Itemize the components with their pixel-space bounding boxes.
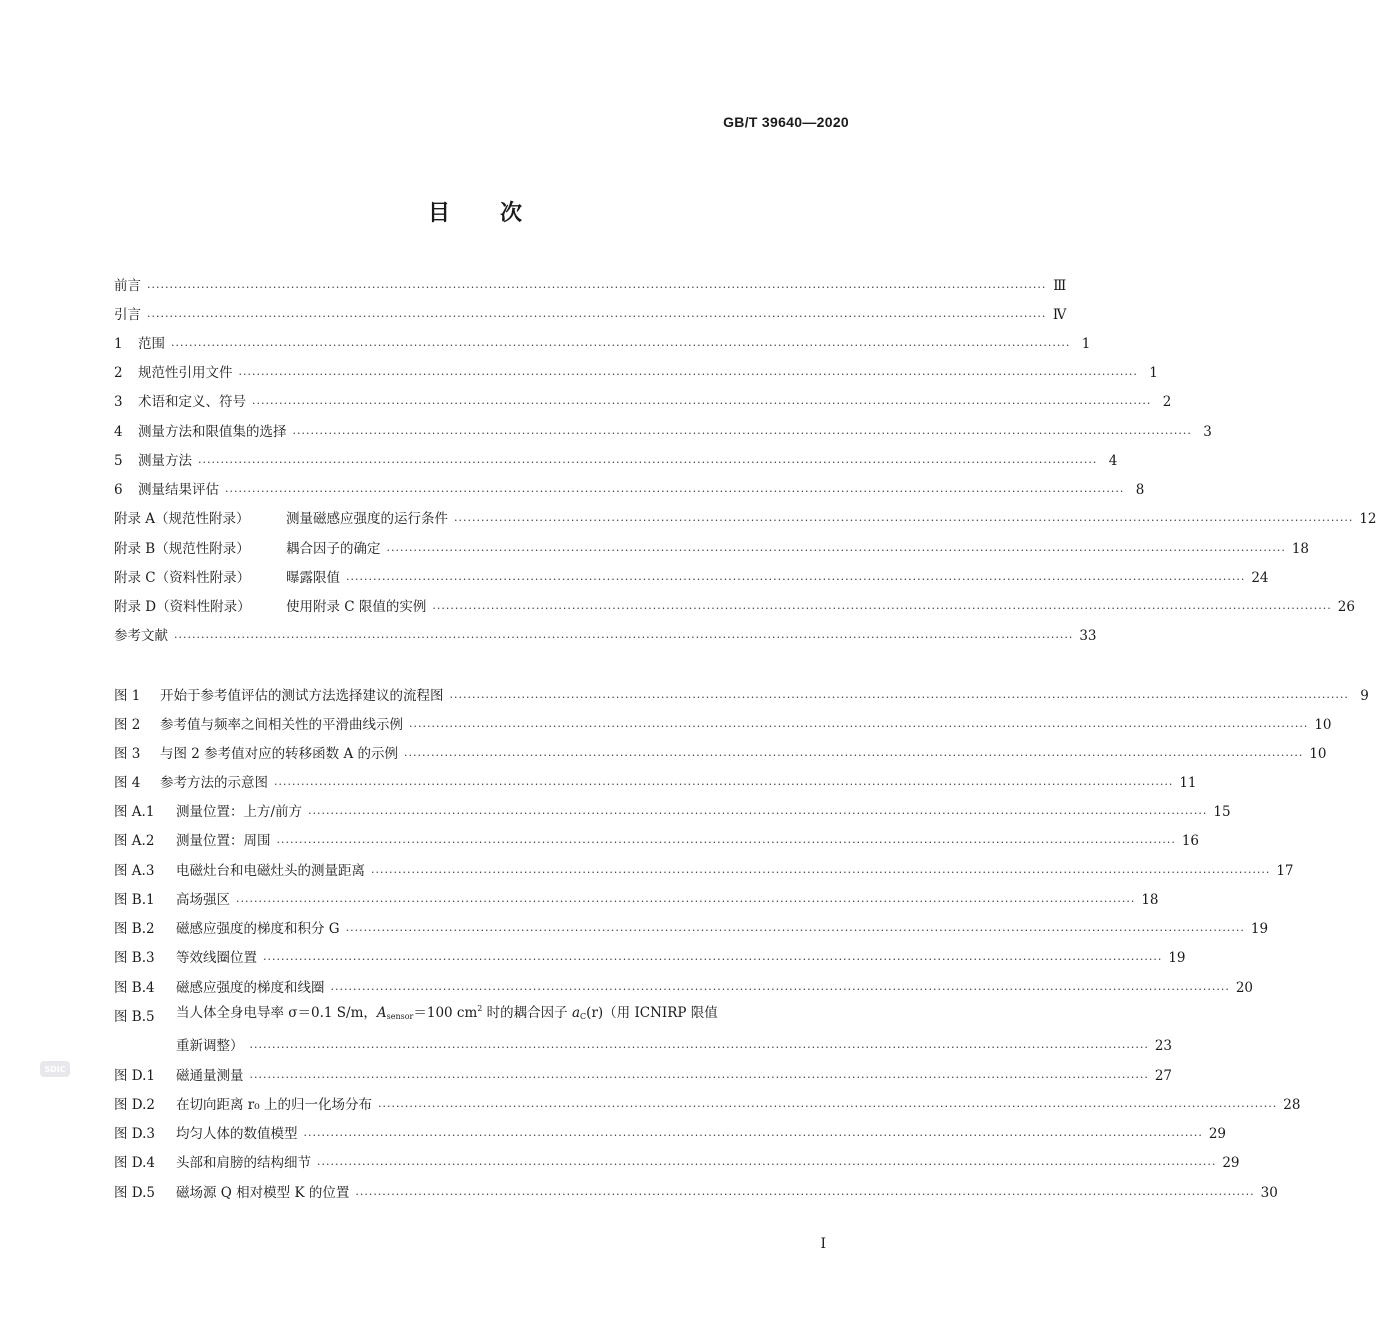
toc-entry-page: 30 — [1260, 1185, 1278, 1201]
toc-entry-page: 28 — [1283, 1097, 1301, 1113]
toc-entry-page: 1 — [1149, 365, 1158, 381]
toc-entry-page: Ⅲ — [1053, 278, 1067, 294]
toc-entry-page: 29 — [1222, 1155, 1240, 1171]
toc-entry[interactable] — [114, 1151, 1240, 1173]
toc-entry-title: 与图 2 参考值对应的转移函数 A 的示例 — [160, 746, 399, 762]
toc-entry-page: 17 — [1276, 863, 1294, 879]
toc-entry[interactable] — [114, 771, 1197, 793]
toc-entry-title: 前言 — [114, 278, 141, 294]
toc-leader-dots: ········································································································································································································ — [404, 749, 1304, 762]
toc-leader-dots: ········································································································································································································ — [171, 339, 1071, 352]
toc-entry-page: 10 — [1314, 717, 1332, 733]
toc-entry-title: 参考文献 — [114, 628, 168, 644]
toc-entry-title: 曝露限值 — [286, 570, 340, 586]
toc-entry-title: 测量结果评估 — [138, 482, 219, 498]
page-title — [0, 196, 950, 227]
toc-entry-title: 术语和定义、符号 — [138, 394, 246, 410]
toc-entry-title — [176, 999, 718, 1027]
b5-text-d: (r)（用 ICNIRP 限值 — [586, 1005, 718, 1021]
toc-entry[interactable] — [114, 624, 1097, 646]
toc-entry-title: 使用附录 C 限值的实例 — [286, 599, 427, 615]
toc-entry-page: 20 — [1235, 980, 1254, 996]
toc-leader-dots: ········································································································································································································ — [198, 456, 1098, 469]
toc-entry-title: 测量方法和限值集的选择 — [138, 424, 287, 440]
toc-entry-number: 图 4 — [114, 775, 141, 791]
toc-entry-number: 图 B.2 — [114, 921, 155, 937]
toc-entry-figure-b5[interactable] — [114, 1005, 849, 1027]
toc-leader-dots: ········································································································································································································ — [345, 924, 1245, 937]
toc-leader-dots: ········································································································································································································ — [236, 895, 1136, 908]
toc-entry-number: 1 — [114, 336, 123, 352]
toc-entry[interactable] — [114, 361, 1158, 383]
toc-leader-dots: ········································································································································································································ — [346, 573, 1246, 586]
toc-leader-dots: ········································································································································································································ — [238, 368, 1138, 381]
toc-entry-title: 高场强区 — [176, 892, 230, 908]
toc-entry-number: 图 2 — [114, 717, 141, 733]
toc-entry-number: 4 — [114, 424, 123, 440]
toc-entry[interactable] — [114, 595, 1355, 617]
toc-entry-title: 磁场源 Q 相对模型 K 的位置 — [176, 1185, 350, 1201]
toc-entry-number: 图 B.1 — [114, 892, 155, 908]
toc-entry-number: 附录 A（规范性附录） — [114, 511, 250, 527]
toc-entry[interactable] — [114, 829, 1200, 851]
b5-text-c: 时的耦合因子 — [482, 1005, 572, 1021]
toc-leader-dots: ········································································································································································································ — [174, 631, 1074, 644]
sdic-watermark: SDIC — [40, 1061, 70, 1077]
toc-entry-number: 6 — [114, 482, 123, 498]
toc-entry-number: 图 A.1 — [114, 804, 155, 820]
toc-entry-page: 2 — [1162, 394, 1172, 410]
toc-entry[interactable] — [114, 684, 1369, 706]
toc-entry-title: 在切向距离 r₀ 上的归一化场分布 — [176, 1097, 372, 1113]
toc-leader-dots: ········································································································································································································ — [330, 983, 1230, 996]
toc-entry[interactable] — [114, 449, 1118, 471]
toc-entry-page: 19 — [1250, 921, 1269, 937]
toc-entry[interactable] — [114, 1064, 1173, 1086]
toc-entry-page: 3 — [1203, 424, 1212, 440]
b5-symbol-a: A — [376, 1005, 387, 1021]
toc-entry-title: 测量方法 — [138, 453, 192, 469]
toc-entry-title: 参考值与频率之间相关性的平滑曲线示例 — [160, 717, 403, 733]
toc-leader-dots: ········································································································································································································ — [449, 691, 1349, 704]
toc-entry-number: 附录 C（资料性附录） — [114, 570, 251, 586]
toc-leader-dots: ········································································································································································································ — [377, 1100, 1278, 1113]
toc-leader-dots: ········································································································································································································ — [249, 1041, 1149, 1054]
toc-entry[interactable] — [114, 917, 1269, 939]
toc-entry-title: 开始于参考值评估的测试方法选择建议的流程图 — [160, 688, 444, 704]
toc-entry-title: 耦合因子的确定 — [286, 541, 381, 557]
toc-entry-page: 15 — [1213, 804, 1231, 820]
toc-entry-page: 24 — [1251, 570, 1269, 586]
toc-entry-page: 18 — [1291, 541, 1310, 557]
toc-entry-title-cont: 重新调整） — [176, 1038, 244, 1054]
toc-entry-page: 9 — [1360, 688, 1369, 704]
toc-leader-dots: ········································································································································································································ — [409, 720, 1309, 733]
toc-entry-page: Ⅳ — [1052, 307, 1067, 323]
toc-entry[interactable] — [114, 800, 1231, 822]
title-part-1: 目 — [427, 201, 450, 226]
toc-entry[interactable] — [114, 946, 1186, 968]
toc-entry-page: 8 — [1135, 482, 1145, 498]
toc-leader-dots: ········································································································································································································ — [355, 1188, 1255, 1201]
toc-entry-title: 磁通量测量 — [176, 1068, 244, 1084]
toc-entry[interactable] — [114, 566, 1269, 588]
toc-entry[interactable] — [114, 303, 1067, 325]
b5-subscript-2: C — [580, 1012, 587, 1021]
toc-entry[interactable] — [114, 859, 1294, 881]
toc-entry-number: 图 D.3 — [114, 1126, 156, 1142]
toc-entry-title: 测量磁感应强度的运行条件 — [286, 511, 448, 527]
toc-entry[interactable] — [114, 742, 1327, 764]
title-part-2: 次 — [500, 201, 523, 226]
toc-entry[interactable] — [114, 478, 1145, 500]
toc-entry-title: 参考方法的示意图 — [160, 775, 268, 791]
toc-entry-title: 引言 — [114, 307, 141, 323]
toc-entry-title: 范围 — [138, 336, 165, 352]
b5-superscript: 2 — [477, 1004, 483, 1013]
toc-entry[interactable] — [114, 1181, 1278, 1203]
toc-entry[interactable] — [114, 274, 1067, 296]
toc-entry[interactable] — [114, 1122, 1227, 1144]
b5-text-b: ＝100 cm — [413, 1005, 478, 1021]
toc-entry[interactable] — [114, 713, 1332, 735]
toc-entry-number: 3 — [114, 394, 123, 410]
toc-entry-page: 33 — [1079, 628, 1097, 644]
toc-leader-dots: ········································································································································································································ — [147, 281, 1047, 294]
toc-entry[interactable] — [114, 420, 1212, 442]
toc-entry[interactable] — [114, 976, 1254, 998]
toc-entry-number: 图 D.5 — [114, 1185, 156, 1201]
toc-entry[interactable] — [114, 537, 1310, 559]
toc-entry-page: 29 — [1208, 1126, 1227, 1142]
toc-leader-dots: ········································································································································································································ — [371, 866, 1271, 879]
toc-entry-number: 图 D.1 — [114, 1068, 156, 1084]
toc-entry-page: 19 — [1168, 950, 1186, 966]
toc-entry-number: 图 B.4 — [114, 980, 155, 996]
toc-entry[interactable] — [114, 507, 1377, 529]
toc-entry-title: 磁感应强度的梯度和积分 G — [176, 921, 340, 937]
toc-entry[interactable] — [114, 888, 1159, 910]
toc-entry-page: 18 — [1141, 892, 1159, 908]
toc-entry[interactable] — [114, 390, 1172, 412]
b5-symbol-a2: a — [571, 1005, 581, 1021]
toc-entry-number: 5 — [114, 453, 123, 469]
toc-leader-dots: ········································································································································································································ — [292, 427, 1192, 440]
toc-entry-title: 磁感应强度的梯度和线圈 — [176, 980, 325, 996]
toc-entry-number: 附录 D（资料性附录） — [114, 599, 251, 615]
toc-leader-dots: ········································································································································································································ — [147, 310, 1047, 323]
toc-entry-page: 26 — [1337, 599, 1355, 615]
toc-entry[interactable] — [114, 332, 1091, 354]
toc-leader-dots: ········································································································································································································ — [274, 778, 1174, 791]
toc-leader-dots: ········································································································································································································ — [276, 836, 1176, 849]
toc-entry-number: 附录 B（规范性附录） — [114, 541, 250, 557]
toc-leader-dots: ········································································································································································································ — [225, 485, 1125, 498]
toc-entry-number: 2 — [114, 365, 123, 381]
toc-leader-dots: ········································································································································································································ — [308, 807, 1208, 820]
toc-leader-dots: ········································································································································································································ — [432, 602, 1332, 615]
toc-leader-dots: ········································································································································································································ — [317, 1158, 1217, 1171]
toc-entry-page: 4 — [1108, 453, 1118, 469]
standard-number: GB/T 39640—2020 — [723, 114, 849, 130]
toc-entry-title: 测量位置：周围 — [176, 833, 271, 849]
toc-entry-page: 27 — [1154, 1068, 1173, 1084]
toc-leader-dots: ········································································································································································································ — [252, 397, 1152, 410]
toc-entry-title: 头部和肩膀的结构细节 — [176, 1155, 311, 1171]
toc-entry-number: 图 A.3 — [114, 863, 155, 879]
toc-entry-number: 图 B.3 — [114, 950, 155, 966]
toc-leader-dots: ········································································································································································································ — [303, 1129, 1203, 1142]
toc-entry[interactable] — [114, 1093, 1301, 1115]
toc-leader-dots: ········································································································································································································ — [263, 953, 1163, 966]
b5-subscript: sensor — [386, 1012, 414, 1021]
toc-entry-title: 规范性引用文件 — [138, 365, 233, 381]
page-number: I — [820, 1236, 826, 1252]
toc-entry-page: 12 — [1359, 511, 1377, 527]
toc-entry-page: 11 — [1179, 775, 1197, 791]
toc-entry-title: 电磁灶台和电磁灶头的测量距离 — [176, 863, 365, 879]
toc-entry-figure-b5-cont[interactable] — [114, 1034, 1173, 1056]
toc-entry-title: 等效线圈位置 — [176, 950, 257, 966]
toc-entry-title: 测量位置：上方/前方 — [176, 804, 303, 820]
toc-leader-dots: ········································································································································································································ — [249, 1071, 1149, 1084]
toc-entry-number: 图 1 — [114, 688, 141, 704]
toc-entry-page: 23 — [1154, 1038, 1173, 1054]
toc-entry-title: 均匀人体的数值模型 — [176, 1126, 298, 1142]
toc-entry-number: 图 D.2 — [114, 1097, 156, 1113]
toc-entry-page: 10 — [1309, 746, 1327, 762]
toc-leader-dots: ········································································································································································································ — [454, 514, 1354, 527]
toc-entry-number: 图 A.2 — [114, 833, 155, 849]
toc-entry-number: 图 B.5 — [114, 1009, 155, 1025]
toc-entry-page: 16 — [1181, 833, 1200, 849]
b5-text-a: 当人体全身电导率 σ＝0.1 S/m， — [176, 1005, 377, 1021]
toc-entry-page: 1 — [1081, 336, 1091, 352]
toc-entry-number: 图 D.4 — [114, 1155, 156, 1171]
toc-leader-dots: ········································································································································································································ — [386, 544, 1286, 557]
toc-entry-number: 图 3 — [114, 746, 141, 762]
